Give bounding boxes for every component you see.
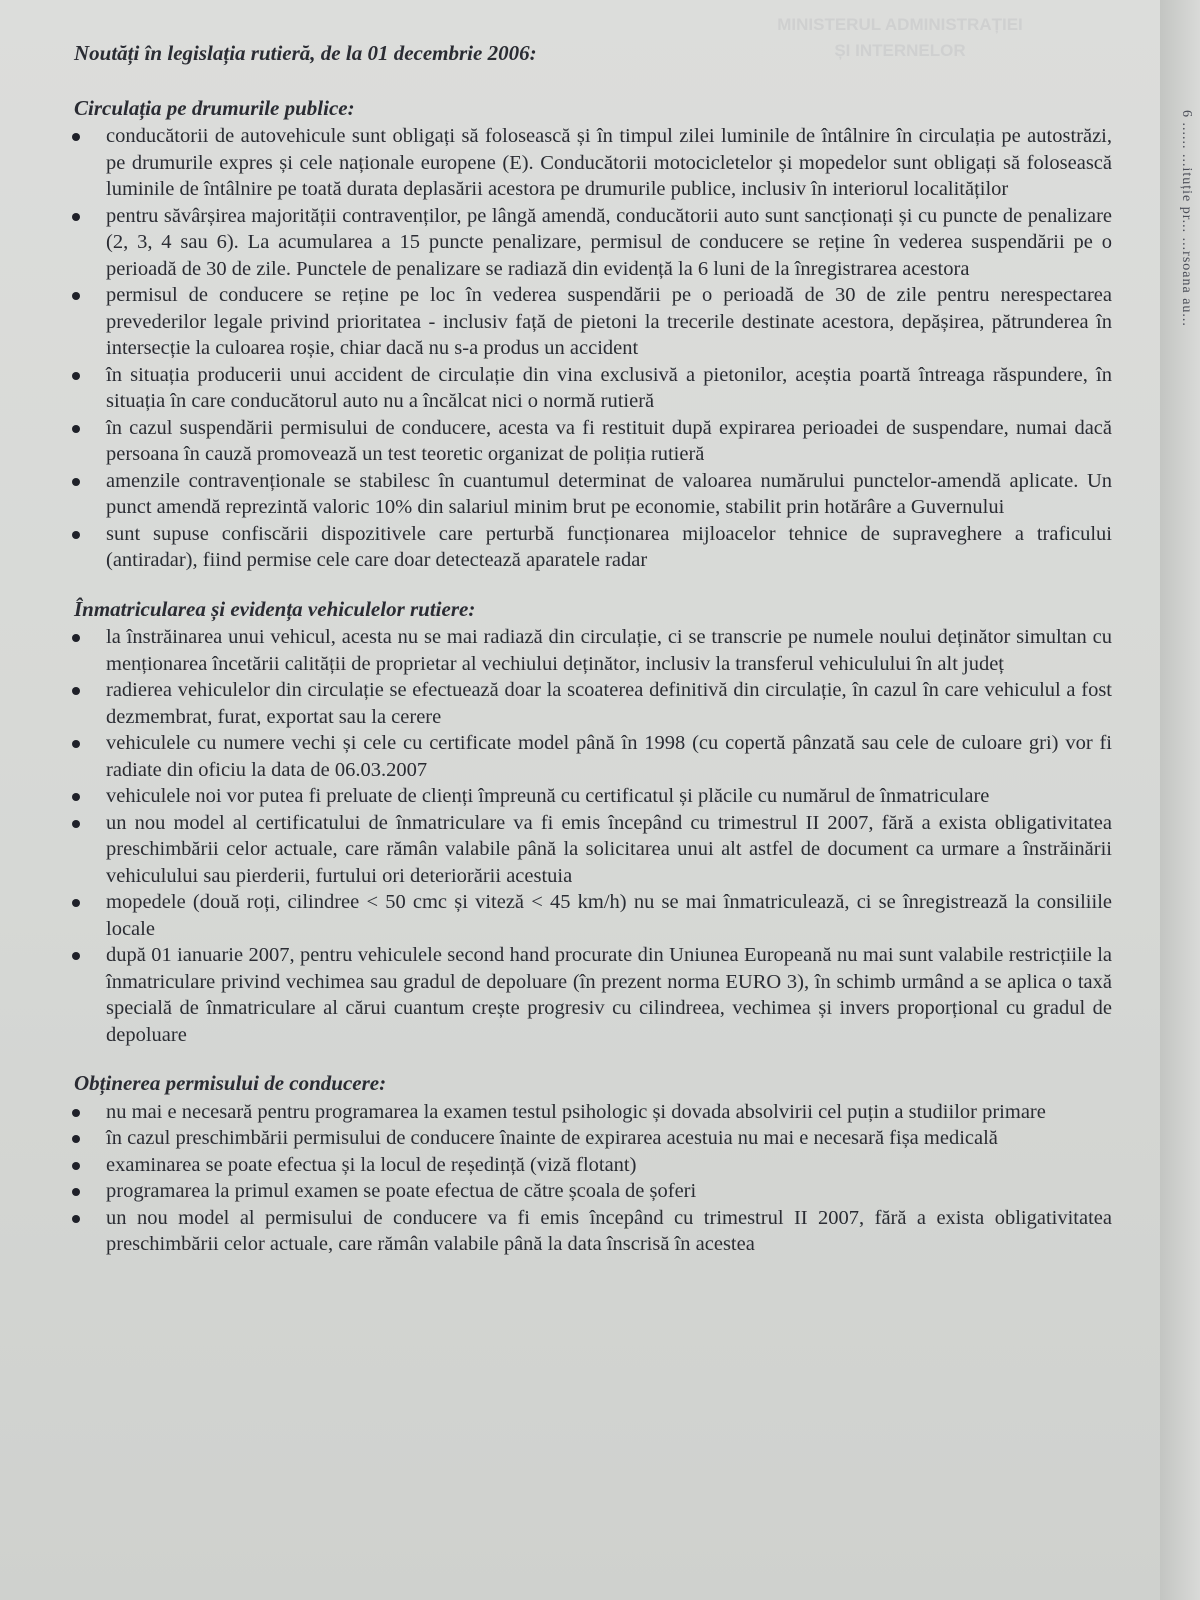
section-heading: Înmatricularea și evidența vehiculelor rutiere: xyxy=(74,596,476,621)
edge-text: 6 ...... ...ituție pr... ...rsoana au... xyxy=(1179,110,1194,327)
document-title: Noutăți în legislația rutieră, de la 01 decembrie 2006: xyxy=(74,41,537,65)
list-item: în cazul suspendării permisului de conducere, acesta va fi restituit după expirarea perioadei de suspendare, numai dacă persoana în cauză promovează un test teoretic organizat de poliția rutieră xyxy=(62,415,1112,468)
list-item: nu mai e necesară pentru programarea la examen testul psihologic și dovada absolvirii cel puțin a studiilor primare xyxy=(62,1099,1112,1126)
section-circulatie xyxy=(62,95,1112,574)
section-heading: Circulația pe drumurile publice: xyxy=(74,95,355,120)
list-item: după 01 ianuarie 2007, pentru vehiculele second hand procurate din Uniunea Europeană nu mai sunt valabile restricțiile la înmatriculare privind vechimea sau gradul de depoluare (în prezent norma EURO 3), în schimb urmând a se aplica o taxă specială de înmatriculare al cărui cuantum crește progresiv cu cilindreea, vechimea și invers proporțional cu gradul de depoluare xyxy=(62,942,1112,1048)
list-item: un nou model al certificatului de înmatriculare va fi emis începând cu trimestrul II 2007, fără a exista obligativitatea preschimbării celor actuale, care rămân valabile până la solicitarea unui alt astfel de document ca urmare a înstrăinării vehiculului sau pierderii, furtului ori deteriorării acestuia xyxy=(62,810,1112,890)
list-item: examinarea se poate efectua și la locul de reședință (viză flotant) xyxy=(62,1152,1112,1179)
list-item: permisul de conducere se reține pe loc în vederea suspendării pe o perioadă de 30 de zile pentru nerespectarea prevederilor legale privind prioritatea - inclusiv față de pietoni la trecerile destinate acestora, depășirea, pătrunderea în intersecție la culoarea roșie, chiar dacă nu s-a produs un accident xyxy=(62,282,1112,362)
list-item: radierea vehiculelor din circulație se efectuează doar la scoaterea definitivă din circulație, în cazul în care vehiculul a fost dezmembrat, furat, exportat sau la cerere xyxy=(62,677,1112,730)
list-item: la înstrăinarea unui vehicul, acesta nu se mai radiază din circulație, ci se transcrie pe numele noului deținător simultan cu menționarea încetării calității de proprietar al vechiului deținător, inclusiv la transferul vehiculului în alt județ xyxy=(62,624,1112,677)
list-item: pentru săvârșirea majorității contravenților, pe lângă amendă, conducătorii auto sunt sancționați și cu puncte de penalizare (2, 3, 4 sau 6). La acumularea a 15 puncte penalizare, permisul de conducere se reține în vederea suspendării pe o perioadă de 30 de zile. Punctele de penalizare se radiază din evidență la 6 luni de la înregistrarea acestora xyxy=(62,203,1112,283)
section-inmatriculare xyxy=(62,596,1112,1049)
list-item: amenzile contravenționale se stabilesc în cuantumul determinat de valoarea numărului punctelor-amendă aplicate. Un punct amendă reprezintă valoric 10% din salariul minim brut pe economie, stabilit prin hotărâre a Guvernului xyxy=(62,468,1112,521)
list-item: vehiculele cu numere vechi și cele cu certificate model până în 1998 (cu copertă pânzată sau cele de culoare gri) vor fi radiate din oficiu la data de 06.03.2007 xyxy=(62,730,1112,783)
ghost-line: MINISTERUL ADMINISTRAȚIEI xyxy=(777,15,1023,34)
list-item: sunt supuse confiscării dispozitivele care perturbă funcționarea mijloacelor tehnice de supraveghere a traficului (antiradar), fiind permise cele care doar detectează aparatele radar xyxy=(62,521,1112,574)
list-item: conducătorii de autovehicule sunt obligați să folosească și în timpul zilei luminile de întâlnire în circulația pe autostrăzi, pe drumurile expres și cele naționale europene (E). Conducătorii motocicletelor și mopedelor sunt obligați să folosească luminile de întâlnire pe toată durata deplasării acestora pe drumurile publice, inclusiv în interiorul localităților xyxy=(62,123,1112,203)
underlying-page-edge xyxy=(1160,0,1200,1600)
document-body xyxy=(62,40,1112,1258)
bullet-list xyxy=(62,123,1112,574)
list-item: mopedele (două roți, cilindree < 50 cmc și viteză < 45 km/h) nu se mai înmatriculează, ci se înregistrează la consiliile locale xyxy=(62,889,1112,942)
list-item: în cazul preschimbării permisului de conducere înainte de expirarea acestuia nu mai e necesară fișa medicală xyxy=(62,1125,1112,1152)
list-item: programarea la primul examen se poate efectua de către școala de șoferi xyxy=(62,1178,1112,1205)
list-item: vehiculele noi vor putea fi preluate de clienți împreună cu certificatul și plăcile cu numărul de înmatriculare xyxy=(62,783,1112,810)
list-item: un nou model al permisului de conducere va fi emis începând cu trimestrul II 2007, fără a exista obligativitatea preschimbării celor actuale, care rămân valabile până la data înscrisă în acestea xyxy=(62,1205,1112,1258)
ghost-line: ȘI INTERNELOR xyxy=(834,41,966,60)
bullet-list xyxy=(62,624,1112,1048)
list-item: în situația producerii unui accident de circulație din vina exclusivă a pietonilor, aceștia poartă întreaga răspundere, în situația în care conducătorul auto nu a încălcat nici o normă rutieră xyxy=(62,362,1112,415)
section-heading: Obținerea permisului de conducere: xyxy=(74,1071,387,1095)
bullet-list xyxy=(62,1099,1112,1258)
section-permis xyxy=(62,1070,1112,1258)
